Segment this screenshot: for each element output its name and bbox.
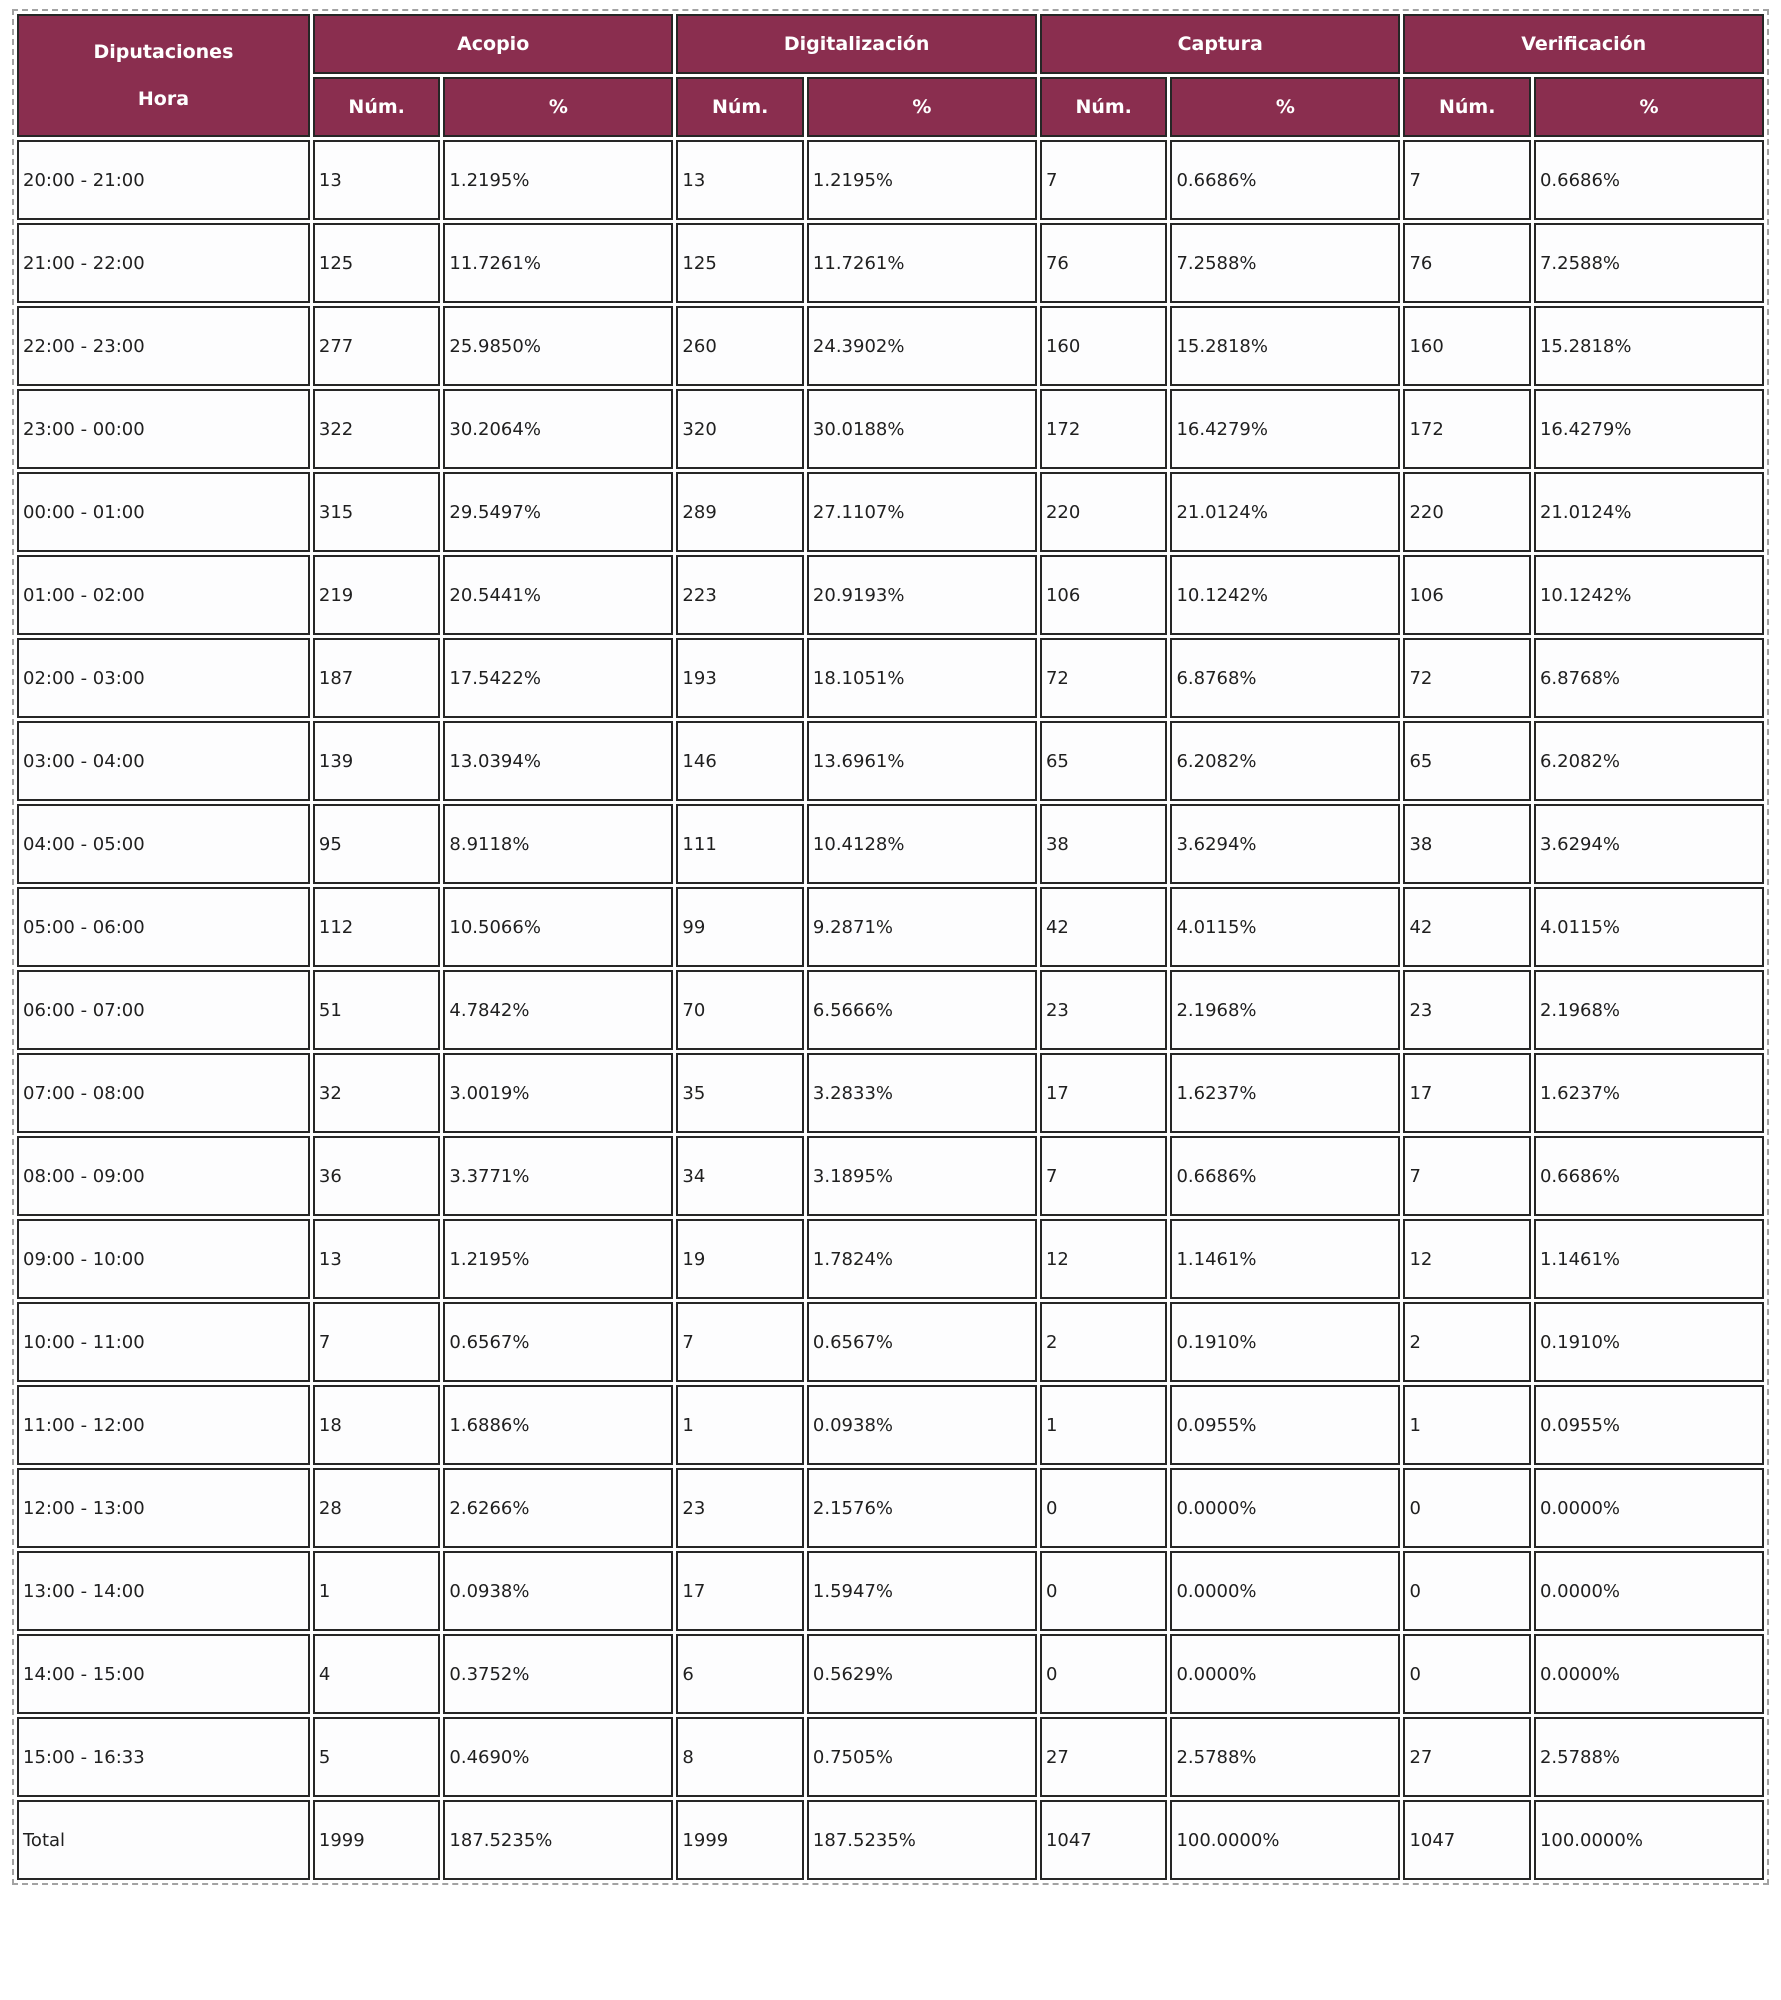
num-cell: 7	[1403, 1136, 1531, 1216]
num-cell: 12	[1040, 1219, 1168, 1299]
pct-cell: 2.1968%	[1170, 970, 1400, 1050]
hour-range-cell: 05:00 - 06:00	[17, 887, 310, 967]
pct-cell: 10.1242%	[1170, 555, 1400, 635]
num-cell: 219	[313, 555, 441, 635]
total-label-cell: Total	[17, 1800, 310, 1880]
num-cell: 35	[676, 1053, 804, 1133]
subheader-pct-group2: %	[1170, 77, 1400, 137]
num-cell: 0	[1040, 1634, 1168, 1714]
pct-cell: 1.2195%	[443, 140, 673, 220]
num-cell: 8	[676, 1717, 804, 1797]
num-cell: 1	[313, 1551, 441, 1631]
pct-cell: 20.9193%	[807, 555, 1037, 635]
hour-range-cell: 01:00 - 02:00	[17, 555, 310, 635]
group-header-acopio: Acopio	[313, 14, 674, 74]
num-cell: 7	[676, 1302, 804, 1382]
pct-cell: 6.8768%	[1534, 638, 1764, 718]
pct-cell: 1.1461%	[1534, 1219, 1764, 1299]
pct-cell: 100.0000%	[1170, 1800, 1400, 1880]
num-cell: 2	[1403, 1302, 1531, 1382]
total-row	[17, 1800, 1764, 1880]
num-cell: 223	[676, 555, 804, 635]
num-cell: 95	[313, 804, 441, 884]
hourly-stats-table	[14, 11, 1767, 1883]
subheader-pct-group0: %	[443, 77, 673, 137]
num-cell: 187	[313, 638, 441, 718]
num-cell: 28	[313, 1468, 441, 1548]
num-cell: 72	[1403, 638, 1531, 718]
pct-cell: 2.6266%	[443, 1468, 673, 1548]
table-row	[17, 1468, 1764, 1548]
pct-cell: 1.1461%	[1170, 1219, 1400, 1299]
num-cell: 0	[1040, 1551, 1168, 1631]
num-cell: 13	[313, 140, 441, 220]
pct-cell: 0.7505%	[807, 1717, 1037, 1797]
num-cell: 160	[1040, 306, 1168, 386]
pct-cell: 7.2588%	[1534, 223, 1764, 303]
pct-cell: 11.7261%	[443, 223, 673, 303]
corner-header	[17, 14, 310, 137]
num-cell: 1	[676, 1385, 804, 1465]
pct-cell: 1.6237%	[1170, 1053, 1400, 1133]
report-frame	[12, 9, 1769, 1885]
num-cell: 51	[313, 970, 441, 1050]
num-cell: 111	[676, 804, 804, 884]
table-row	[17, 887, 1764, 967]
pct-cell: 20.5441%	[443, 555, 673, 635]
pct-cell: 2.5788%	[1534, 1717, 1764, 1797]
hour-range-cell: 21:00 - 22:00	[17, 223, 310, 303]
pct-cell: 6.8768%	[1170, 638, 1400, 718]
pct-cell: 2.5788%	[1170, 1717, 1400, 1797]
pct-cell: 3.0019%	[443, 1053, 673, 1133]
pct-cell: 0.0000%	[1534, 1468, 1764, 1548]
table-row	[17, 223, 1764, 303]
pct-cell: 7.2588%	[1170, 223, 1400, 303]
num-cell: 220	[1040, 472, 1168, 552]
subheader-num-group1: Núm.	[676, 77, 804, 137]
num-cell: 7	[1040, 140, 1168, 220]
table-row	[17, 1634, 1764, 1714]
num-cell: 322	[313, 389, 441, 469]
num-cell: 277	[313, 306, 441, 386]
pct-cell: 10.4128%	[807, 804, 1037, 884]
pct-cell: 9.2871%	[807, 887, 1037, 967]
num-cell: 17	[1403, 1053, 1531, 1133]
pct-cell: 6.2082%	[1170, 721, 1400, 801]
pct-cell: 15.2818%	[1170, 306, 1400, 386]
num-cell: 42	[1403, 887, 1531, 967]
pct-cell: 0.0000%	[1170, 1634, 1400, 1714]
pct-cell: 0.4690%	[443, 1717, 673, 1797]
pct-cell: 0.6567%	[807, 1302, 1037, 1382]
num-cell: 1	[1040, 1385, 1168, 1465]
hour-range-cell: 10:00 - 11:00	[17, 1302, 310, 1382]
pct-cell: 0.5629%	[807, 1634, 1037, 1714]
hour-range-cell: 03:00 - 04:00	[17, 721, 310, 801]
hour-range-cell: 15:00 - 16:33	[17, 1717, 310, 1797]
subheader-pct-group1: %	[807, 77, 1037, 137]
pct-cell: 0.6686%	[1170, 140, 1400, 220]
table-row	[17, 306, 1764, 386]
corner-header-line2: Hora	[137, 88, 190, 110]
hour-range-cell: 12:00 - 13:00	[17, 1468, 310, 1548]
pct-cell: 4.0115%	[1534, 887, 1764, 967]
pct-cell: 11.7261%	[807, 223, 1037, 303]
num-cell: 76	[1403, 223, 1531, 303]
pct-cell: 17.5422%	[443, 638, 673, 718]
num-cell: 5	[313, 1717, 441, 1797]
table-row	[17, 638, 1764, 718]
num-cell: 4	[313, 1634, 441, 1714]
num-cell: 36	[313, 1136, 441, 1216]
num-cell: 42	[1040, 887, 1168, 967]
pct-cell: 10.1242%	[1534, 555, 1764, 635]
table-row	[17, 1219, 1764, 1299]
table-row	[17, 1385, 1764, 1465]
num-cell: 1	[1403, 1385, 1531, 1465]
group-header-captura: Captura	[1040, 14, 1401, 74]
num-cell: 6	[676, 1634, 804, 1714]
subheader-num-group3: Núm.	[1403, 77, 1531, 137]
hour-range-cell: 08:00 - 09:00	[17, 1136, 310, 1216]
pct-cell: 8.9118%	[443, 804, 673, 884]
pct-cell: 25.9850%	[443, 306, 673, 386]
num-cell: 139	[313, 721, 441, 801]
table-row	[17, 555, 1764, 635]
num-cell: 289	[676, 472, 804, 552]
pct-cell: 29.5497%	[443, 472, 673, 552]
pct-cell: 3.6294%	[1170, 804, 1400, 884]
num-cell: 32	[313, 1053, 441, 1133]
table-row	[17, 472, 1764, 552]
table-row	[17, 1302, 1764, 1382]
corner-header-inner	[19, 16, 308, 135]
pct-cell: 187.5235%	[807, 1800, 1037, 1880]
num-cell: 7	[313, 1302, 441, 1382]
pct-cell: 30.2064%	[443, 389, 673, 469]
num-cell: 1999	[676, 1800, 804, 1880]
num-cell: 17	[676, 1551, 804, 1631]
num-cell: 112	[313, 887, 441, 967]
num-cell: 1999	[313, 1800, 441, 1880]
pct-cell: 1.2195%	[443, 1219, 673, 1299]
pct-cell: 10.5066%	[443, 887, 673, 967]
pct-cell: 24.3902%	[807, 306, 1037, 386]
num-cell: 38	[1040, 804, 1168, 884]
num-cell: 260	[676, 306, 804, 386]
num-cell: 0	[1403, 1468, 1531, 1548]
num-cell: 0	[1403, 1634, 1531, 1714]
num-cell: 172	[1403, 389, 1531, 469]
num-cell: 76	[1040, 223, 1168, 303]
pct-cell: 1.2195%	[807, 140, 1037, 220]
num-cell: 23	[1040, 970, 1168, 1050]
num-cell: 38	[1403, 804, 1531, 884]
pct-cell: 1.5947%	[807, 1551, 1037, 1631]
num-cell: 65	[1403, 721, 1531, 801]
pct-cell: 2.1576%	[807, 1468, 1037, 1548]
hour-range-cell: 04:00 - 05:00	[17, 804, 310, 884]
pct-cell: 0.6686%	[1170, 1136, 1400, 1216]
pct-cell: 1.6237%	[1534, 1053, 1764, 1133]
pct-cell: 0.6686%	[1534, 140, 1764, 220]
hour-range-cell: 09:00 - 10:00	[17, 1219, 310, 1299]
group-header-digitalizacion: Digitalización	[676, 14, 1037, 74]
pct-cell: 0.1910%	[1534, 1302, 1764, 1382]
pct-cell: 4.0115%	[1170, 887, 1400, 967]
num-cell: 220	[1403, 472, 1531, 552]
table-body	[17, 140, 1764, 1880]
pct-cell: 0.0000%	[1534, 1634, 1764, 1714]
num-cell: 13	[676, 140, 804, 220]
table-header	[17, 14, 1764, 137]
num-cell: 106	[1040, 555, 1168, 635]
pct-cell: 0.0000%	[1534, 1551, 1764, 1631]
hour-range-cell: 22:00 - 23:00	[17, 306, 310, 386]
num-cell: 125	[313, 223, 441, 303]
num-cell: 17	[1040, 1053, 1168, 1133]
pct-cell: 0.0000%	[1170, 1551, 1400, 1631]
num-cell: 1047	[1403, 1800, 1531, 1880]
num-cell: 34	[676, 1136, 804, 1216]
num-cell: 27	[1040, 1717, 1168, 1797]
num-cell: 315	[313, 472, 441, 552]
table-row	[17, 1717, 1764, 1797]
pct-cell: 30.0188%	[807, 389, 1037, 469]
pct-cell: 18.1051%	[807, 638, 1037, 718]
num-cell: 7	[1040, 1136, 1168, 1216]
group-header-verificacion: Verificación	[1403, 14, 1764, 74]
hour-range-cell: 02:00 - 03:00	[17, 638, 310, 718]
pct-cell: 15.2818%	[1534, 306, 1764, 386]
num-cell: 172	[1040, 389, 1168, 469]
num-cell: 99	[676, 887, 804, 967]
num-cell: 19	[676, 1219, 804, 1299]
subheader-num-group0: Núm.	[313, 77, 441, 137]
table-row	[17, 1053, 1764, 1133]
hour-range-cell: 00:00 - 01:00	[17, 472, 310, 552]
table-row	[17, 389, 1764, 469]
num-cell: 1047	[1040, 1800, 1168, 1880]
pct-cell: 13.6961%	[807, 721, 1037, 801]
group-header-row	[17, 14, 1764, 74]
num-cell: 125	[676, 223, 804, 303]
pct-cell: 3.1895%	[807, 1136, 1037, 1216]
pct-cell: 21.0124%	[1170, 472, 1400, 552]
hour-range-cell: 20:00 - 21:00	[17, 140, 310, 220]
table-row	[17, 1136, 1764, 1216]
pct-cell: 100.0000%	[1534, 1800, 1764, 1880]
pct-cell: 13.0394%	[443, 721, 673, 801]
num-cell: 160	[1403, 306, 1531, 386]
pct-cell: 187.5235%	[443, 1800, 673, 1880]
pct-cell: 0.0938%	[807, 1385, 1037, 1465]
num-cell: 13	[313, 1219, 441, 1299]
hour-range-cell: 13:00 - 14:00	[17, 1551, 310, 1631]
pct-cell: 0.0938%	[443, 1551, 673, 1631]
subheader-num-group2: Núm.	[1040, 77, 1168, 137]
num-cell: 18	[313, 1385, 441, 1465]
pct-cell: 0.0955%	[1534, 1385, 1764, 1465]
num-cell: 23	[1403, 970, 1531, 1050]
table-row	[17, 1551, 1764, 1631]
num-cell: 12	[1403, 1219, 1531, 1299]
pct-cell: 0.3752%	[443, 1634, 673, 1714]
pct-cell: 0.6567%	[443, 1302, 673, 1382]
num-cell: 65	[1040, 721, 1168, 801]
num-cell: 146	[676, 721, 804, 801]
table-row	[17, 140, 1764, 220]
pct-cell: 0.0000%	[1170, 1468, 1400, 1548]
pct-cell: 0.6686%	[1534, 1136, 1764, 1216]
table-row	[17, 804, 1764, 884]
table-row	[17, 721, 1764, 801]
num-cell: 7	[1403, 140, 1531, 220]
pct-cell: 3.3771%	[443, 1136, 673, 1216]
pct-cell: 0.1910%	[1170, 1302, 1400, 1382]
pct-cell: 3.6294%	[1534, 804, 1764, 884]
pct-cell: 1.6886%	[443, 1385, 673, 1465]
pct-cell: 1.7824%	[807, 1219, 1037, 1299]
num-cell: 320	[676, 389, 804, 469]
hour-range-cell: 06:00 - 07:00	[17, 970, 310, 1050]
num-cell: 23	[676, 1468, 804, 1548]
hour-range-cell: 07:00 - 08:00	[17, 1053, 310, 1133]
pct-cell: 16.4279%	[1534, 389, 1764, 469]
num-cell: 72	[1040, 638, 1168, 718]
pct-cell: 4.7842%	[443, 970, 673, 1050]
num-cell: 193	[676, 638, 804, 718]
pct-cell: 6.5666%	[807, 970, 1037, 1050]
hour-range-cell: 14:00 - 15:00	[17, 1634, 310, 1714]
hour-range-cell: 23:00 - 00:00	[17, 389, 310, 469]
num-cell: 0	[1040, 1468, 1168, 1548]
pct-cell: 0.0955%	[1170, 1385, 1400, 1465]
num-cell: 27	[1403, 1717, 1531, 1797]
hour-range-cell: 11:00 - 12:00	[17, 1385, 310, 1465]
table-row	[17, 970, 1764, 1050]
num-cell: 2	[1040, 1302, 1168, 1382]
num-cell: 70	[676, 970, 804, 1050]
pct-cell: 6.2082%	[1534, 721, 1764, 801]
pct-cell: 16.4279%	[1170, 389, 1400, 469]
pct-cell: 2.1968%	[1534, 970, 1764, 1050]
num-cell: 106	[1403, 555, 1531, 635]
pct-cell: 3.2833%	[807, 1053, 1037, 1133]
subheader-pct-group3: %	[1534, 77, 1764, 137]
num-cell: 0	[1403, 1551, 1531, 1631]
pct-cell: 21.0124%	[1534, 472, 1764, 552]
corner-header-line1: Diputaciones	[93, 41, 234, 63]
pct-cell: 27.1107%	[807, 472, 1037, 552]
